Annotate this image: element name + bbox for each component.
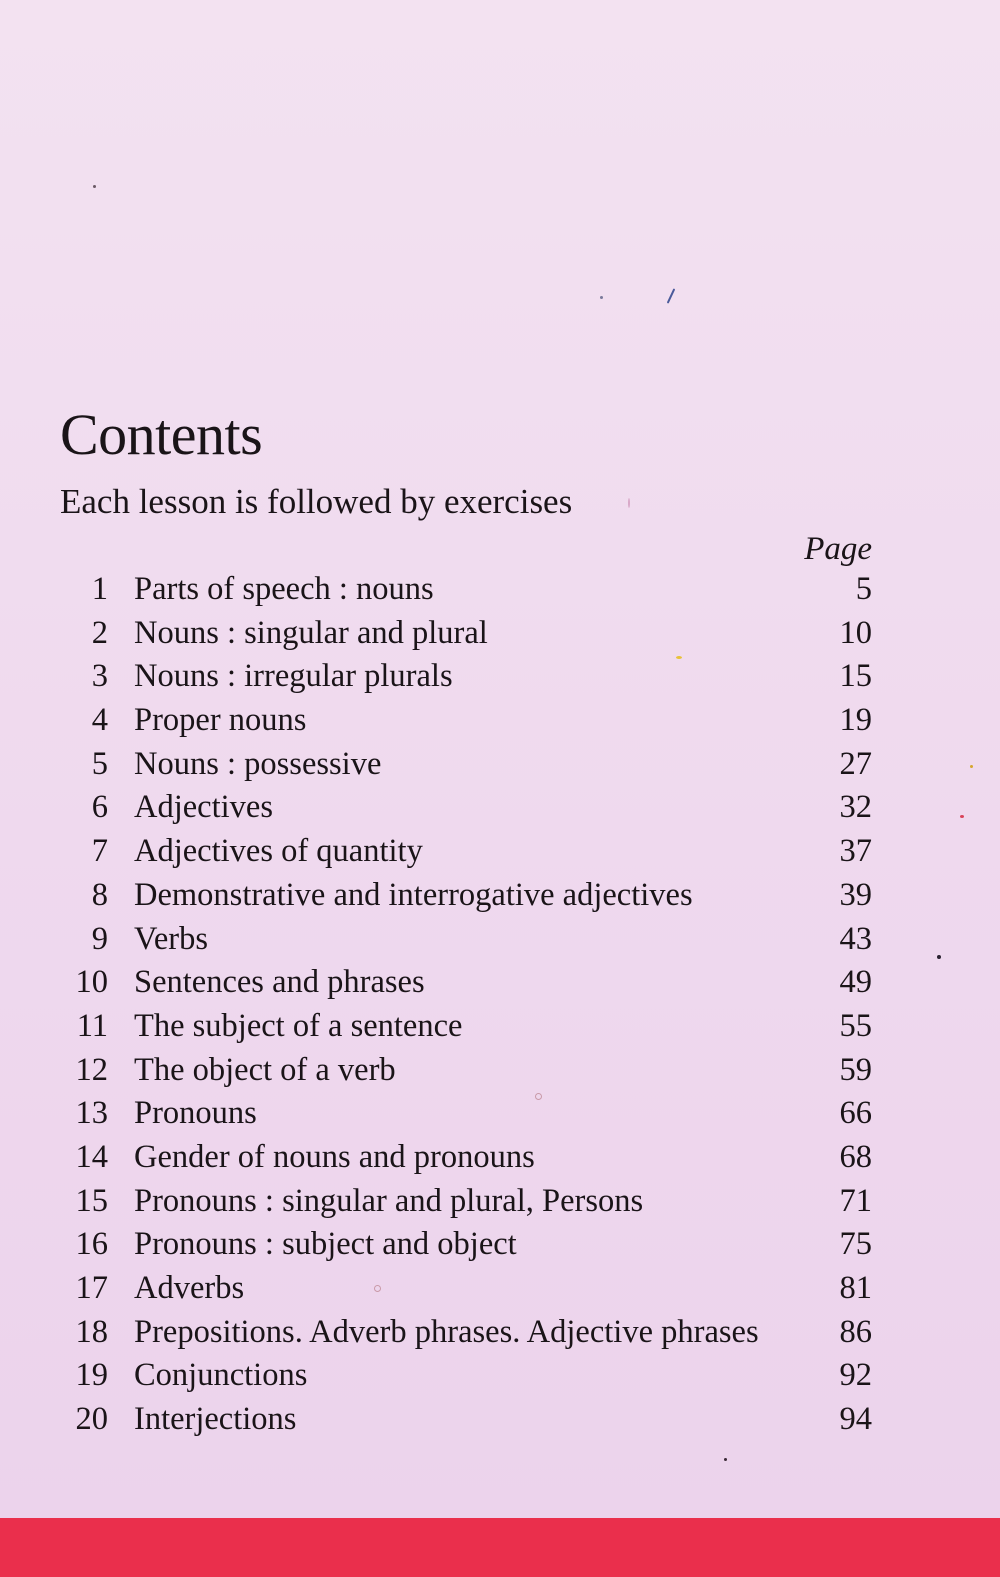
toc-entry	[60, 1398, 872, 1442]
lesson-page-number: 86	[839, 1313, 872, 1350]
lesson-number: 3	[91, 658, 108, 695]
toc-entry	[60, 918, 872, 962]
lesson-number: 8	[91, 876, 108, 913]
page-column-heading: Page	[804, 531, 872, 567]
lesson-title: Parts of speech : nouns	[134, 571, 434, 607]
lesson-number: 1	[91, 571, 108, 607]
lesson-title: Nouns : singular and plural	[134, 614, 488, 651]
lesson-page-number: 81	[839, 1270, 872, 1306]
toc-entry	[60, 1354, 872, 1398]
lesson-number: 17	[75, 1270, 108, 1306]
lesson-number: 13	[75, 1095, 108, 1132]
toc-entry	[60, 1092, 872, 1136]
paper-speck	[724, 1458, 727, 1461]
table-of-contents	[60, 568, 872, 1442]
paper-speck	[628, 498, 630, 508]
paper-speck	[667, 288, 676, 303]
lesson-number: 18	[75, 1313, 108, 1350]
lesson-title: Conjunctions	[134, 1357, 308, 1394]
toc-entry	[60, 1223, 872, 1267]
lesson-number: 20	[75, 1401, 108, 1438]
lesson-page-number: 49	[839, 964, 872, 1001]
lesson-title: Pronouns : singular and plural, Persons	[134, 1182, 644, 1219]
lesson-title: Sentences and phrases	[134, 964, 425, 1001]
toc-entry	[60, 830, 872, 874]
lesson-page-number: 59	[839, 1051, 872, 1088]
lesson-page-number: 94	[839, 1401, 872, 1438]
page-subtitle: Each lesson is followed by exercises	[60, 482, 573, 521]
lesson-title: Proper nouns	[134, 702, 307, 739]
lesson-number: 9	[91, 920, 108, 957]
lesson-number: 16	[75, 1226, 108, 1263]
toc-entry	[60, 1311, 872, 1355]
lesson-page-number: 15	[839, 658, 872, 695]
lesson-number: 12	[75, 1051, 108, 1088]
lesson-title: Prepositions. Adverb phrases. Adjective phrases	[134, 1313, 759, 1350]
toc-entry	[60, 786, 872, 830]
lesson-number: 14	[75, 1138, 108, 1175]
lesson-number: 2	[91, 614, 108, 651]
toc-entry	[60, 1180, 872, 1224]
lesson-title: Demonstrative and interrogative adjectives	[134, 876, 693, 913]
lesson-title: Nouns : possessive	[134, 745, 382, 782]
lesson-number: 15	[75, 1182, 108, 1219]
toc-entry	[60, 1049, 872, 1093]
paper-speck	[937, 955, 941, 959]
toc-entry	[60, 874, 872, 918]
toc-entry	[60, 699, 872, 743]
paper-speck	[93, 185, 96, 188]
lesson-title: Adjectives of quantity	[134, 833, 423, 870]
lesson-page-number: 66	[839, 1095, 872, 1132]
lesson-title: Nouns : irregular plurals	[134, 658, 453, 695]
lesson-page-number: 5	[855, 571, 872, 607]
lesson-title: Pronouns	[134, 1095, 257, 1132]
lesson-title: Verbs	[134, 920, 209, 957]
lesson-page-number: 71	[839, 1182, 872, 1219]
lesson-page-number: 75	[839, 1226, 872, 1263]
lesson-number: 5	[91, 745, 108, 782]
toc-entry	[60, 743, 872, 787]
lesson-title: The object of a verb	[134, 1051, 396, 1088]
toc-entry	[60, 655, 872, 699]
lesson-number: 4	[91, 702, 108, 739]
lesson-title: Pronouns : subject and object	[134, 1226, 517, 1263]
toc-entry	[60, 961, 872, 1005]
toc-entry	[60, 1267, 872, 1311]
lesson-title: The subject of a sentence	[134, 1007, 463, 1044]
lesson-number: 10	[75, 964, 108, 1001]
lesson-title: Adjectives	[134, 789, 273, 826]
paper-speck	[960, 815, 964, 818]
lesson-title: Adverbs	[134, 1270, 245, 1306]
lesson-number: 11	[76, 1007, 108, 1044]
lesson-page-number: 68	[839, 1138, 872, 1175]
lesson-page-number: 19	[839, 702, 872, 739]
lesson-title: Gender of nouns and pronouns	[134, 1138, 535, 1175]
lesson-number: 19	[75, 1357, 108, 1394]
lesson-page-number: 32	[839, 789, 872, 826]
lesson-page-number: 55	[839, 1007, 872, 1044]
paper-speck	[600, 296, 603, 299]
lesson-page-number: 27	[839, 745, 872, 782]
lesson-number: 6	[91, 789, 108, 826]
toc-entry	[60, 1136, 872, 1180]
toc-entry	[60, 612, 872, 656]
cover-edge-band	[0, 1518, 1000, 1577]
page-title: Contents	[60, 402, 263, 467]
lesson-title: Interjections	[134, 1401, 297, 1438]
lesson-page-number: 39	[839, 876, 872, 913]
lesson-page-number: 43	[839, 920, 872, 957]
lesson-page-number: 10	[839, 614, 872, 651]
toc-entry	[60, 568, 872, 612]
paper-speck	[970, 765, 973, 768]
lesson-page-number: 37	[839, 833, 872, 870]
lesson-number: 7	[91, 833, 108, 870]
lesson-page-number: 92	[839, 1357, 872, 1394]
toc-entry	[60, 1005, 872, 1049]
